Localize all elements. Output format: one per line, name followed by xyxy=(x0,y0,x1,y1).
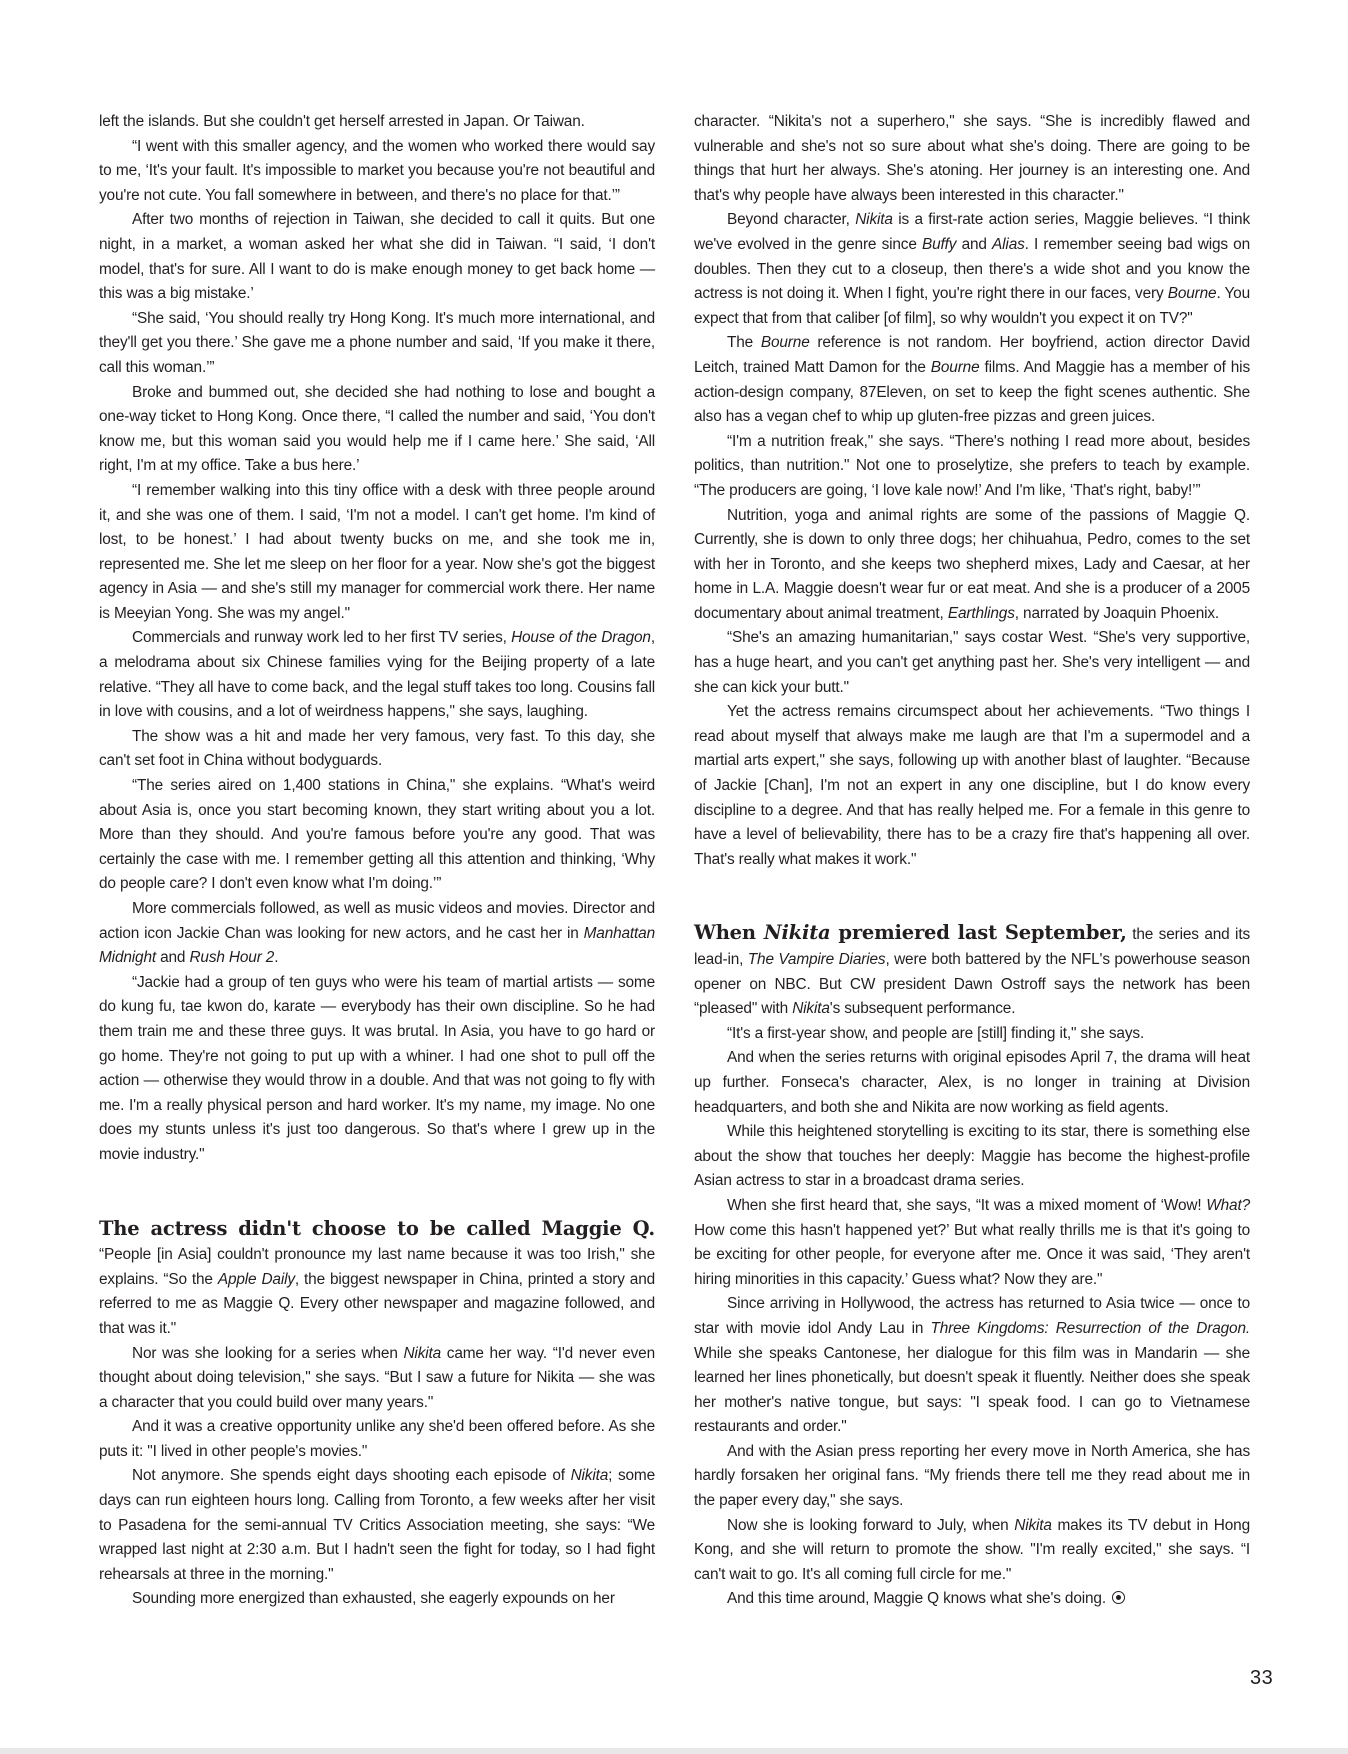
paragraph-text: came her way. “I'd never even thought about doing television," she says. “But I saw a future for Nikita — she was a character that you could build over many years." xyxy=(99,1344,655,1411)
paragraph-text: Beyond character, xyxy=(727,211,856,229)
section-lead-paragraph xyxy=(694,921,1250,1021)
lead-in-text: premiered last September, xyxy=(830,921,1127,945)
paragraph-text: Yet the actress remains circumspect about her achievements. “Two things I read about myself that always make me laugh are that I'm a supermodel and a martial arts expert," she says, following up with another blast of laughter. “Because of Jackie [Chan], I'm not an expert in any one discipline, but I do know every discipline to a degree. And that has really helped me. For a female in this genre to have a level of believability, there has to be a crazy fire that's happening all over. That's really what makes it work." xyxy=(694,703,1250,868)
paragraph xyxy=(99,208,655,306)
left-column xyxy=(99,110,655,1612)
paragraph-text: Now she is looking forward to July, when xyxy=(727,1516,1015,1534)
paragraph xyxy=(694,110,1250,208)
paragraph xyxy=(99,971,655,1168)
right-column xyxy=(694,110,1250,1612)
paragraph xyxy=(694,700,1250,872)
paragraph-text: “I remember walking into this tiny office with a desk with three people around it, and she was one of them. I said, ‘I'm not a model. I can't get home. I'm kind of lost, to be honest.’ I had about twenty bucks on me, and she took me in, represented me. She let me sleep on her floor for a year. Now she's got the biggest agency in Asia — and she's still my manager for commercial work there. Her name is Meeyian Yong. She was my angel." xyxy=(99,481,655,622)
bottom-edge-rule xyxy=(0,1748,1348,1754)
series-title: Alias xyxy=(992,235,1025,253)
paragraph xyxy=(99,135,655,209)
paragraph xyxy=(694,1292,1250,1440)
film-title: Bourne xyxy=(1167,285,1217,303)
paragraph xyxy=(99,626,655,724)
film-title: Manhattan Midnight xyxy=(99,924,655,967)
paragraph xyxy=(694,1514,1250,1588)
series-title: House of the Dragon xyxy=(511,629,651,647)
series-title: Nikita xyxy=(403,1344,442,1362)
section-break xyxy=(694,872,1250,921)
paragraph-text: Since arriving in Hollywood, the actress has returned to Asia twice — once to star with movie idol Andy Lau in xyxy=(694,1295,1250,1337)
paragraph xyxy=(99,381,655,479)
paragraph xyxy=(99,897,655,971)
paragraph xyxy=(99,307,655,381)
paragraph xyxy=(99,1587,655,1612)
paragraph-text: Commercials and runway work led to her first TV series, xyxy=(132,629,512,647)
paragraph-text: And with the Asian press reporting her every move in North America, she has hardly forsaken her original fans. “My friends there tell me they read about me in the paper every day," she says. xyxy=(694,1442,1250,1510)
paragraph-text: the series and its lead-in, xyxy=(694,926,1250,968)
paragraph-text: , the biggest newspaper in China, printed a story and referred to me as Maggie Q. Every other newspaper and magazine followed, and that was it." xyxy=(99,1270,656,1337)
paragraph-text: . I remember seeing bad wigs on doubles. Then they cut to a closeup, then there's a wide shot and you know the actress is not doing it. When I fight, you're right there in our faces, very xyxy=(694,235,1250,303)
series-title: Nikita xyxy=(1014,1516,1052,1534)
paragraph-text: Nutrition, yoga and animal rights are some of the passions of Maggie Q. Currently, she is down to only three dogs; her chihuahua, Pedro, comes to the set with her in Toronto, and she keeps two shepherd mixes, Lady and Caesar, at her home in L.A. Maggie doesn't wear fur or eat meat. And she is a producer of a 2005 documentary about animal treatment, xyxy=(694,506,1250,622)
paragraph-text: , narrated by Joaquin Phoenix. xyxy=(1014,604,1220,622)
paragraph-text: “It's a first-year show, and people are [still] finding it," she says. xyxy=(727,1024,1145,1042)
paragraph-text: While she speaks Cantonese, her dialogue for this film was in Mandarin — she learned her lines phonetically, but doesn't speak it fluently. Neither does she speak her mother's native tongue, but says: "I speak food. I can go to Vietnamese restaurants and order." xyxy=(694,1344,1250,1436)
series-title: Nikita xyxy=(570,1467,609,1485)
paragraph xyxy=(99,110,655,135)
paragraph-text: 's subsequent performance. xyxy=(829,1000,1016,1018)
section-lead-in xyxy=(694,921,1127,944)
series-title: The Vampire Diaries xyxy=(747,951,886,968)
paragraph-text: And it was a creative opportunity unlike any she'd been offered before. As she puts it: "I lived in other people's movies." xyxy=(99,1418,655,1460)
paragraph xyxy=(694,1587,1250,1612)
paragraph-text: When she first heard that, she says, “It was a mixed moment of ‘Wow! xyxy=(727,1196,1207,1214)
paragraph-text: Sounding more energized than exhausted, she eagerly expounds on her xyxy=(132,1590,615,1608)
paragraph xyxy=(99,1464,655,1587)
paragraph xyxy=(99,479,655,627)
paragraph-text: The xyxy=(727,334,761,352)
paragraph-text: Not anymore. She spends eight days shooting each episode of xyxy=(132,1467,571,1485)
paragraph xyxy=(694,331,1250,429)
paragraph-text: films. And Maggie has a member of his action-design company, 87Eleven, on set to keep the fight scenes authentic. She also has a vegan chef to whip up gluten-free pizzas and green juices. xyxy=(694,358,1250,426)
paragraph xyxy=(99,774,655,897)
paragraph xyxy=(694,1194,1250,1292)
paragraph-text: character. “Nikita's not a superhero," she says. “She is incredibly flawed and vulnerable and she's not so sure about what she's doing. There are going to be things that hurt her always. She's atoning. Her journey is an interesting one. And that's why people have always been interested in this character." xyxy=(694,113,1250,204)
publication-title: Apple Daily xyxy=(217,1270,295,1288)
series-title: Nikita xyxy=(855,211,893,229)
lead-in-text: When xyxy=(694,921,764,945)
paragraph-text: How come this hasn't happened yet?’ But what really thrills me is that it's going to be exciting for other people, for everyone after me. Once it was said, ‘They aren't hiring minorities in this capacity.’ Guess what? Now they are." xyxy=(694,1221,1250,1288)
emphasis-text: What? xyxy=(1206,1196,1250,1214)
paragraph-text: More commercials followed, as well as music videos and movies. Director and action icon Jackie Chan was looking for new actors, and he cast her in xyxy=(99,900,655,942)
paragraph-text: Nor was she looking for a series when xyxy=(132,1344,404,1362)
film-title: Three Kingdoms: Resurrection of the Dragon. xyxy=(930,1319,1250,1337)
paragraph xyxy=(694,1046,1250,1120)
paragraph-text: “Jackie had a group of ten guys who were his team of martial artists — some do kung fu, tae kwon do, karate — everybody has their own discipline. So he had them train me and these three guys. It was brutal. In Asia, you have to go hard or go home. They're not going to put up with a whiner. I had one shot to pull off the action — otherwise they would throw in a double. And that was not going to fly with me. I'm a really physical person and hard worker. It's my name, my image. No one does my stunts unless it's just too dangerous. So that's where I grew up in the movie industry." xyxy=(99,973,655,1163)
film-title: Bourne xyxy=(930,358,980,376)
paragraph xyxy=(694,504,1250,627)
paragraph-text: and xyxy=(155,949,190,967)
paragraph xyxy=(694,1440,1250,1514)
end-of-story-icon xyxy=(1112,1591,1125,1604)
paragraph-text: . You expect that from that caliber [of film], so why wouldn't you expect it on TV?" xyxy=(694,285,1250,327)
paragraph-text: After two months of rejection in Taiwan, she decided to call it quits. But one night, in a market, a woman asked her what she did in Taiwan. “I said, ‘I don't model, that's for sure. All I want to do is make enough money to get back home — this was a big mistake.’ xyxy=(99,211,655,303)
paragraph xyxy=(694,1022,1250,1047)
paragraph-text: The show was a hit and made her very famous, very fast. To this day, she can't set foot in China without bodyguards. xyxy=(99,727,655,770)
film-title: Bourne xyxy=(760,334,810,352)
paragraph-text: is a first-rate action series, Maggie believes. “I think we've evolved in the genre since xyxy=(694,211,1250,253)
paragraph-text: Broke and bummed out, she decided she had nothing to lose and bought a one-way ticket to Hong Kong. Once there, “I called the number and said, ‘You don't know me, but this woman said you would help me if I came here.’ She said, ‘All right, I'm at my office. Take a bus here.’ xyxy=(99,383,655,475)
paragraph-text: left the islands. But she couldn't get herself arrested in Japan. Or Taiwan. xyxy=(99,113,585,130)
series-title: Buffy xyxy=(922,235,957,253)
paragraph-text: makes its TV debut in Hong Kong, and she will return to promote the show. "I'm really excited," she says. “I can't wait to go. It's all coming full circle for me." xyxy=(694,1516,1250,1583)
section-lead-in: The actress didn't choose to be called Maggie Q. xyxy=(99,1216,655,1240)
paragraph-text: “She's an amazing humanitarian," says costar West. “She's very supportive, has a huge heart, and you can't get anything past her. She's very intelligent — and she can kick your butt." xyxy=(694,629,1250,696)
paragraph-text: “The series aired on 1,400 stations in China," she explains. “What's weird about Asia is, once you start becoming known, they start writing about you a lot. More than they should. And you're famous before you're any good. That was certainly the case with me. I remember getting all this attention and thinking, ‘Why do people care? I don't even know what I'm doing.’” xyxy=(99,777,655,893)
page-number: 33 xyxy=(1250,1667,1274,1689)
paragraph xyxy=(99,725,655,774)
paragraph-text: “I went with this smaller agency, and the women who worked there would say to me, ‘It's your fault. It's impossible to market you because you're not beautiful and you're not cute. You fall somewhere in between, and there's no place for that.’” xyxy=(99,137,655,204)
paragraph-text: ; some days can run eighteen hours long. Calling from Toronto, a few weeks after her visit to Pasadena for the semi-annual TV Critics Association meeting, she says: “We wrapped last night at 2:30 a.m. But I hadn't seen the fight for today, so I had fight rehearsals at three in the morning." xyxy=(99,1467,655,1583)
paragraph-text: reference is not random. Her boyfriend, action director David Leitch, trained Matt Damon for the xyxy=(694,334,1250,376)
section-lead-paragraph xyxy=(99,1217,655,1342)
section-break xyxy=(99,1168,655,1217)
paragraph xyxy=(99,1415,655,1464)
paragraph-text: “People [in Asia] couldn't pronounce my last name because it was too Irish," she explains. “So the xyxy=(99,1246,655,1288)
paragraph xyxy=(694,1120,1250,1194)
paragraph-text: and xyxy=(956,235,993,253)
series-title: Nikita xyxy=(763,921,831,945)
film-title: Rush Hour 2 xyxy=(189,949,275,967)
paragraph-text: “She said, ‘You should really try Hong Kong. It's much more international, and they'll get you there.’ She gave me a phone number and said, ‘If you make it there, call this woman.’” xyxy=(99,309,655,376)
paragraph-text: , were both battered by the NFL's powerhouse season opener on NBC. But CW president Dawn Ostroff says the network has been “pleased" with xyxy=(694,951,1251,1018)
paragraph-text: While this heightened storytelling is exciting to its star, there is something else about the show that touches her deeply: Maggie has become the highest-profile Asian actress to star in a broadcast drama series. xyxy=(694,1123,1250,1190)
paragraph-text: And this time around, Maggie Q knows what she's doing. xyxy=(727,1590,1106,1608)
paragraph xyxy=(694,208,1250,331)
paragraph-text: , a melodrama about six Chinese families vying for the Beijing property of a late relative. “They all have to come back, and the legal stuff takes too long. Cousins fall in love with cousins, and a lot of weirdness happens," she says, laughing. xyxy=(99,629,655,721)
paragraph-text: And when the series returns with original episodes April 7, the drama will heat up further. Fonseca's character, Alex, is no longer in training at Division headquarters, and both she and Nikita are now working as field agents. xyxy=(694,1049,1250,1116)
paragraph xyxy=(694,430,1250,504)
paragraph-text: “I'm a nutrition freak," she says. “There's nothing I read more about, besides politics, than nutrition." Not one to proselytize, she prefers to teach by example. “The producers are going, ‘I love kale now!’ And I'm like, ‘That's right, baby!’” xyxy=(694,432,1250,499)
paragraph xyxy=(99,1342,655,1416)
paragraph-text: . xyxy=(274,949,279,967)
paragraph xyxy=(694,626,1250,700)
film-title: Earthlings xyxy=(947,604,1015,622)
series-title: Nikita xyxy=(792,1000,830,1018)
